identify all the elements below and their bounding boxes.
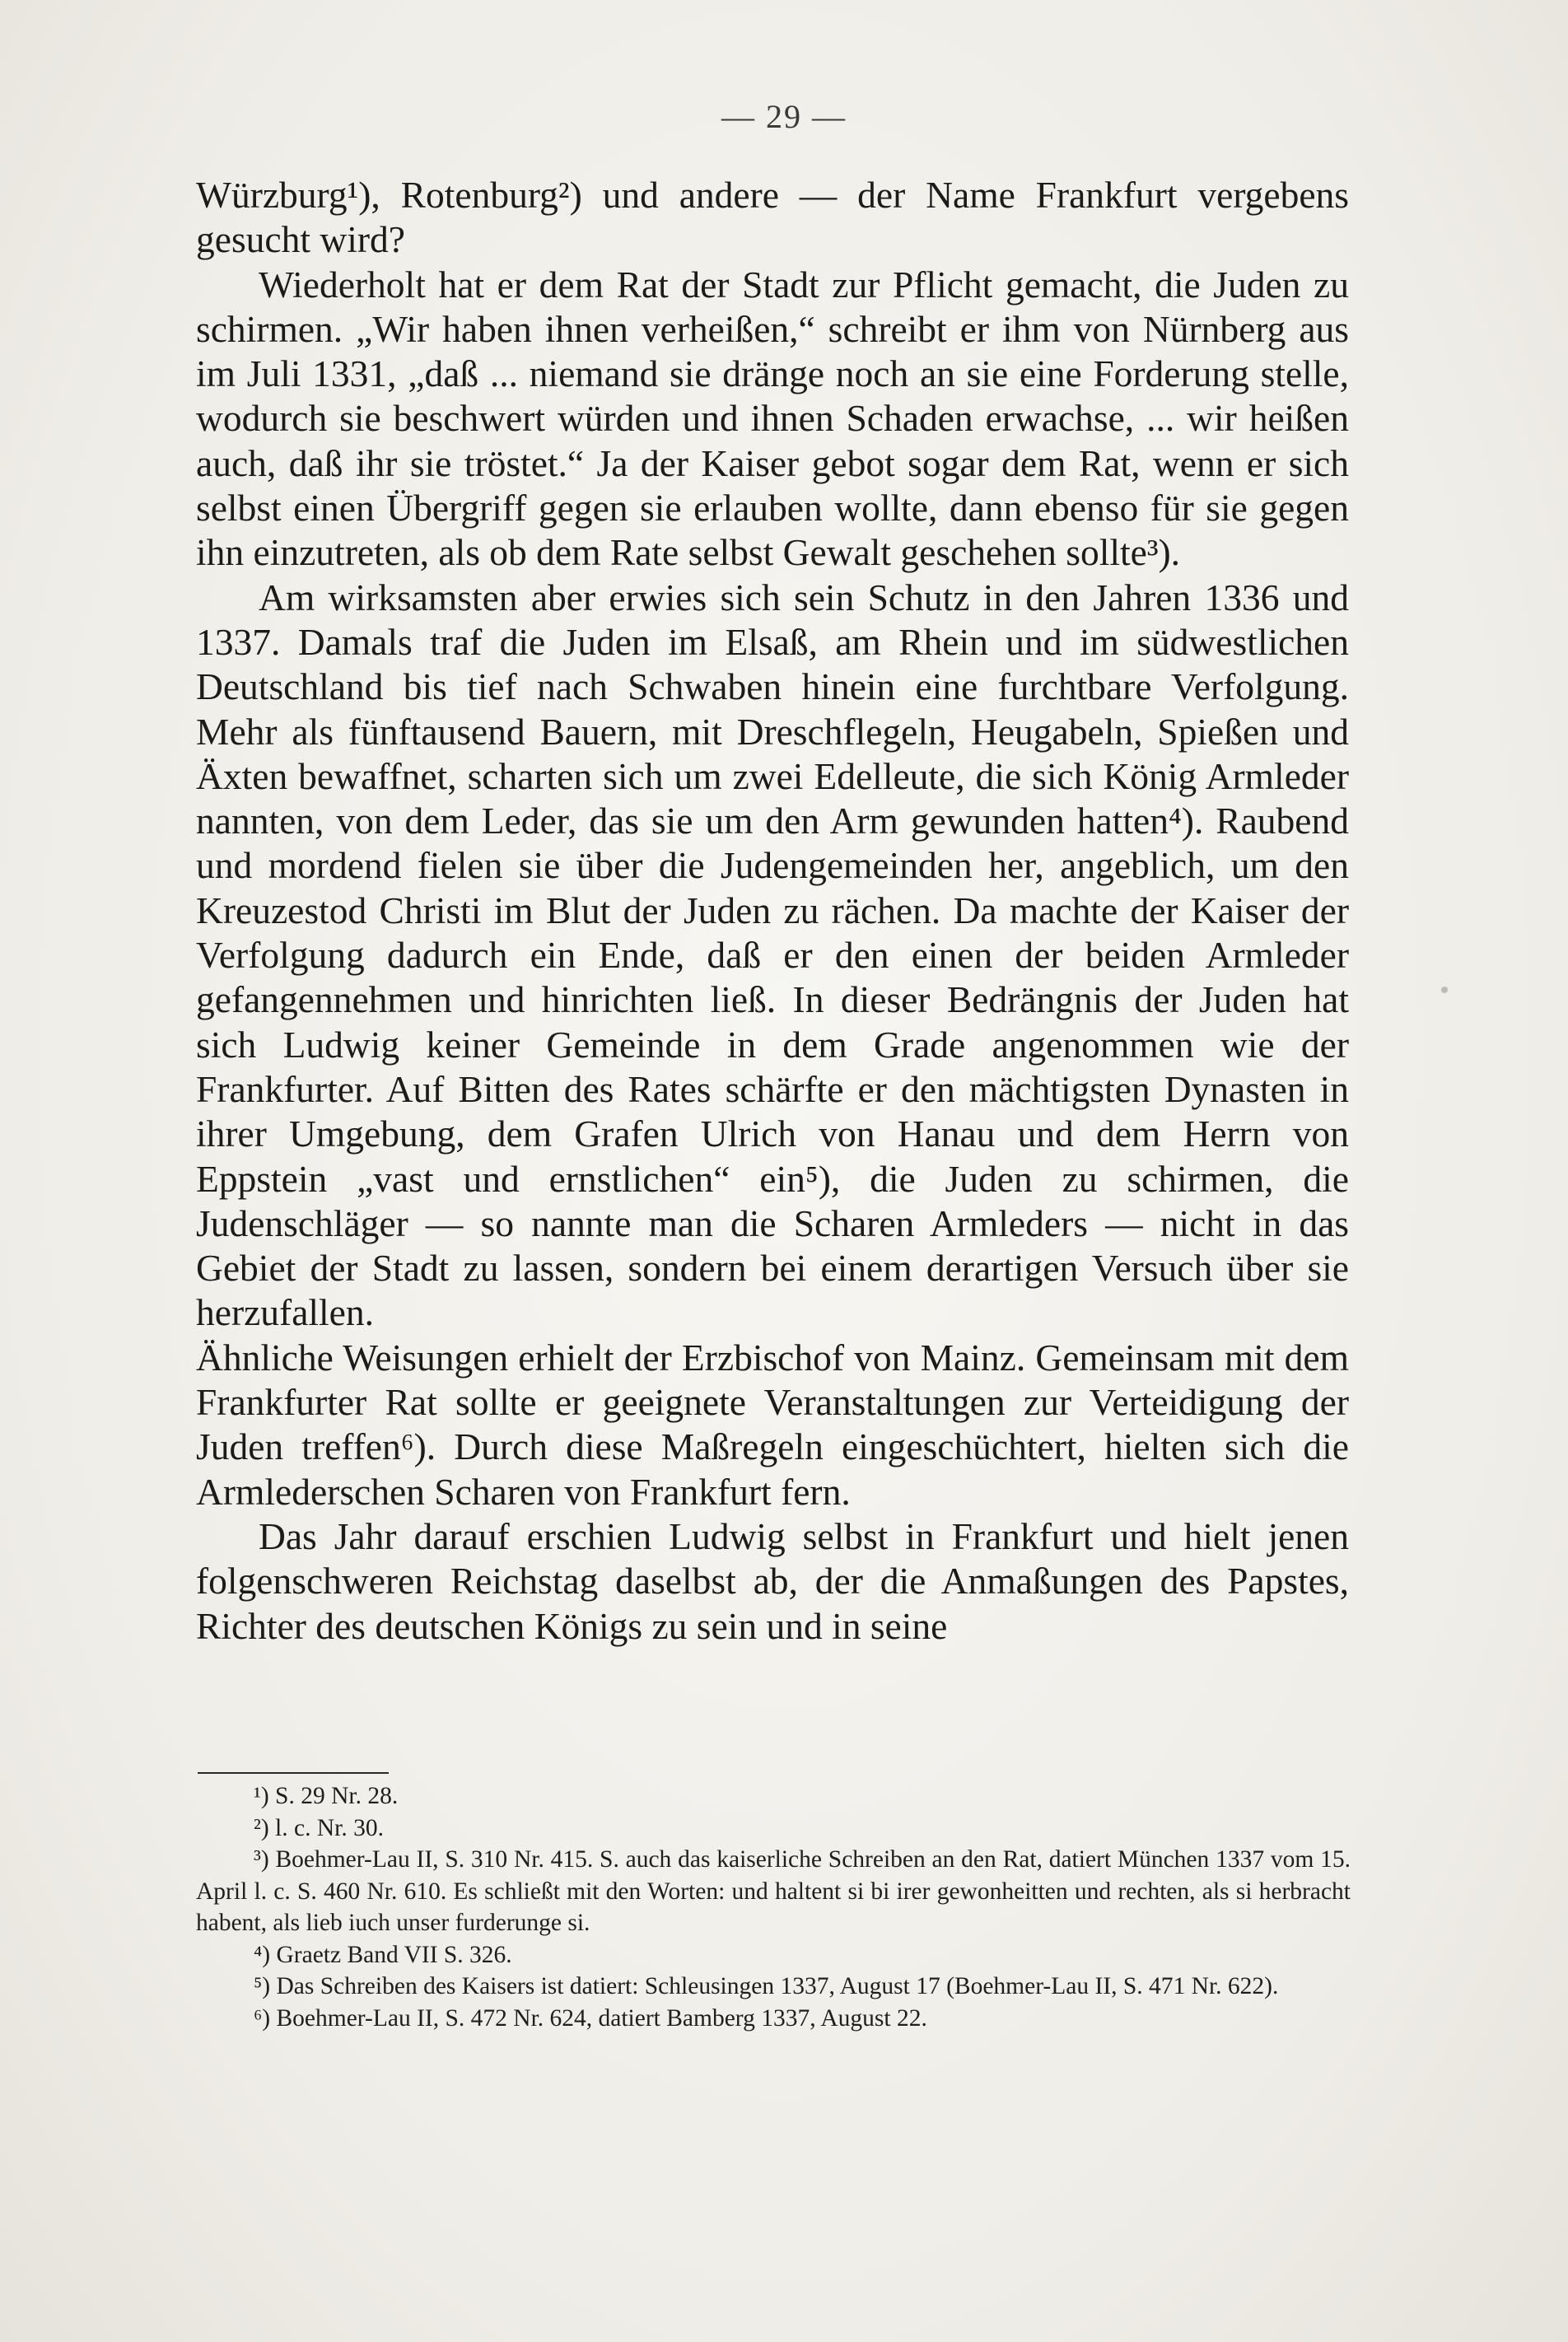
page-number: — 29 — bbox=[721, 98, 847, 135]
print-speck bbox=[1441, 987, 1448, 993]
paragraph: Ähnliche Weisungen erhielt der Erzbischof von Mainz. Gemeinsam mit dem Frankfurter Rat sollte er geeignete Veranstaltungen zur Verteidigung der Juden treffen⁶). Durch diese Maßregeln eingeschüchtert, hielten sich die Armlederschen Scharen von Frankfurt fern. bbox=[196, 1336, 1349, 1513]
footnote: ⁶) Boehmer-Lau II, S. 472 Nr. 624, datiert Bamberg 1337, August 22. bbox=[254, 2004, 927, 2032]
footnote-divider bbox=[198, 1772, 389, 1774]
footnote: ²) l. c. Nr. 30. bbox=[254, 1814, 384, 1841]
footnotes bbox=[196, 1780, 1351, 2034]
main-text bbox=[196, 173, 1349, 1649]
paragraph: Am wirksamsten aber erwies sich sein Schutz in den Jahren 1336 und 1337. Damals traf die Juden im Elsaß, am Rhein und im südwestlichen Deutschland bis tief nach Schwaben hinein eine furchtbare Verfolgung. Mehr als fünftausend Bauern, mit Dreschflegeln, Heugabeln, Spießen und Äxten bewaffnet, scharten sich um zwei Edelleute, die sich König Armleder nannten, von dem Leder, das sie um den Arm gewunden hatten⁴). Raubend und mordend fielen sie über die Judengemeinden her, angeblich, um den Kreuzestod Christi im Blut der Juden zu rächen. Da machte der Kaiser der Verfolgung dadurch ein Ende, daß er den einen der beiden Armleder gefangennehmen und hinrichten ließ. In dieser Bedrängnis der Juden hat sich Ludwig keiner Gemeinde in dem Grade angenommen wie der Frankfurter. Auf Bitten des Rates schärfte er den mächtigsten Dynasten in ihrer Umgebung, dem Grafen Ulrich von Hanau und dem Herrn von Eppstein „vast und ernstlichen“ ein⁵), die Juden zu schirmen, die Judenschläger — so nannte man die Scharen Armleders — nicht in das Gebiet der Stadt zu lassen, sondern bei einem derartigen Versuch über sie herzufallen. bbox=[196, 576, 1349, 1334]
paragraph-continued: Würzburg¹), Rotenburg²) und andere — der Name Frankfurt vergebens gesucht wird? bbox=[196, 174, 1349, 261]
footnote: ⁴) Graetz Band VII S. 326. bbox=[254, 1941, 512, 1968]
footnote: ⁵) Das Schreiben des Kaisers ist datiert: Schleusingen 1337, August 17 (Boehmer-Lau II, S. 471 Nr. 622). bbox=[254, 1973, 1279, 1999]
paragraph: Das Jahr darauf erschien Ludwig selbst in Frankfurt und hielt jenen folgenschweren Reichstag daselbst ab, der die Anmaßungen des Papstes, Richter des deutschen Königs zu sein und in seine bbox=[196, 1514, 1349, 1647]
footnote: ³) Boehmer-Lau II, S. 310 Nr. 415. S. auch das kaiserliche Schreiben an den Rat, datiert München 1337 vom 15. April l. c. S. 460 Nr. 610. Es schließt mit den Worten: und haltent si bi irer gewonheitten und rechten, als si herbracht habent, als lieb iuch unser furderunge si. bbox=[196, 1846, 1351, 1936]
footnote: ¹) S. 29 Nr. 28. bbox=[254, 1783, 399, 1809]
paragraph: Wiederholt hat er dem Rat der Stadt zur Pflicht gemacht, die Juden zu schirmen. „Wir haben ihnen verheißen,“ schreibt er ihm von Nürnberg aus im Juli 1331, „daß ... niemand sie dränge noch an sie eine Forderung stelle, wodurch sie beschwert würden und ihnen Schaden erwachse, ... wir heißen auch, daß ihr sie tröstet.“ Ja der Kaiser gebot sogar dem Rat, wenn er sich selbst einen Übergriff gegen sie erlauben wollte, dann ebenso für sie gegen ihn einzutreten, als ob dem Rate selbst Gewalt geschehen sollte³). bbox=[196, 263, 1349, 574]
